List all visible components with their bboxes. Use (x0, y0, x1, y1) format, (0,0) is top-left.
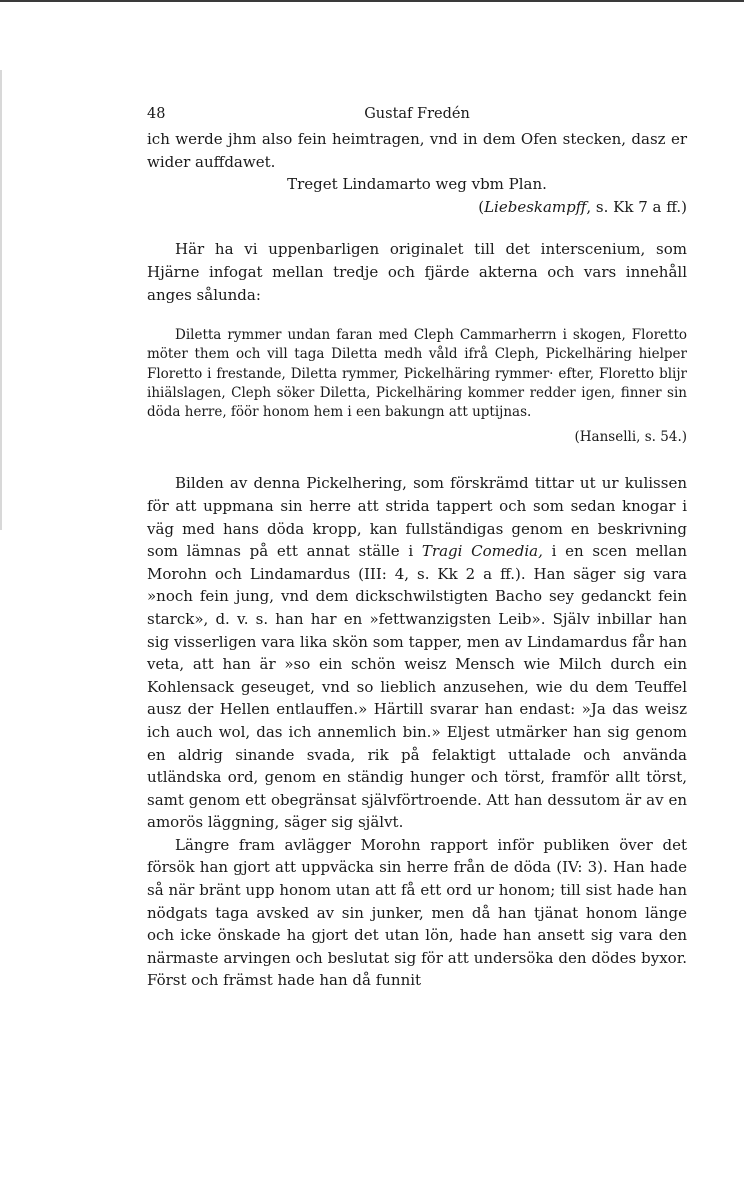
paragraph-text: Bilden av denna Pickelhering, som förskrämd tittar ut ur kulissen för att uppmana sin herre att strida tappert och som sedan knogar i väg med hans döda kropp, kan fullständigas genom en beskrivning som lämnas på ett annat ställe i (147, 474, 687, 561)
paragraph-interscenium: Här ha vi uppenbarligen originalet till det interscenium, som Hjärne infogat mellan tredje och fjärde akterna och vars innehåll anges sålunda: (147, 240, 687, 304)
quote-text: Diletta rymmer undan faran med Cleph Cammarherrn i skogen, Floretto möter them och vill taga Diletta medh våld ifrå Cleph, Pickelhäring hielper Floretto i frestande, Diletta rymmer, Pickelhäring rymmer· efter, Floretto blijr ihiälslagen, Cleph söker Diletta, Pickelhäring kommer redder igen, finner sin döda herre, föör honom hem i een bakungn att uptijnas. (147, 327, 687, 420)
book-page (147, 106, 687, 992)
quote-text: ich werde jhm also fein heimtragen, vnd in dem Ofen stecken, dasz er wider auffdawet. (147, 130, 687, 171)
paragraph-pickelhering (147, 472, 687, 834)
page-number: 48 (147, 106, 166, 122)
quote-liebeskampff (147, 128, 687, 218)
citation-open: ( (478, 197, 485, 216)
scan-edge-top (0, 0, 744, 2)
citation-locator: , s. Kk 7 a ff.) (586, 197, 687, 216)
running-head (147, 106, 687, 128)
paragraph-text: i en scen mellan Morohn och Lindamardus (III: 4, s. Kk 2 a ff.). Han säger sig vara »noch fein jung, vnd dem dickschwilstigten Bacho sey gedanckt fein starck», d. v. s. han har en »fettwanzigsten Leib». Själv inbillar han sig visserligen vara lika skön som tapper, men av Lindamardus får han veta, att han är »so ein schön weisz Mensch wie Milch durch ein Kohlensack geseuget, vnd so lieblich anzusehen, wie du dem Teuffel ausz der Hellen entlauffen.» Härtill svarar han endast: »Ja das weisz ich auch wol, das ich annemlich bin.» Eljest utmärker han sig genom en aldrig sinande svada, rik på felaktigt uttalade och använda utländska ord, genom en ständig hunger och törst, framför allt törst, samt genom ett obegränsat självförtroende. Att han dessutom är av en amorös läggning, säger sig självt. (147, 542, 687, 832)
quote-citation: (Hanselli, s. 54.) (574, 429, 687, 446)
stage-direction: Treget Lindamarto weg vbm Plan. (287, 175, 547, 194)
quote-citation (147, 196, 687, 219)
citation-title: Liebeskampff (484, 197, 587, 216)
quote-hanselli (147, 326, 687, 447)
work-title: Tragi Comedia, (421, 542, 543, 561)
paragraph-morohn: Längre fram avlägger Morohn rapport inför publiken över det försök han gjort att uppväcka sin herre från de döda (IV: 3). Han hade så när bränt upp honom utan att få ett ord ur honom; till sist hade han nödgats taga avsked av sin junker, men då han tjänat honom länge och icke önskade ha gjort det utan lön, hade han ansett sig vara den närmaste arvingen och beslutat sig för att undersöka den dödes byxor. Först och främst hade han då funnit (147, 835, 687, 990)
running-title: Gustaf Fredén (364, 106, 470, 122)
scan-edge-left (0, 70, 2, 530)
